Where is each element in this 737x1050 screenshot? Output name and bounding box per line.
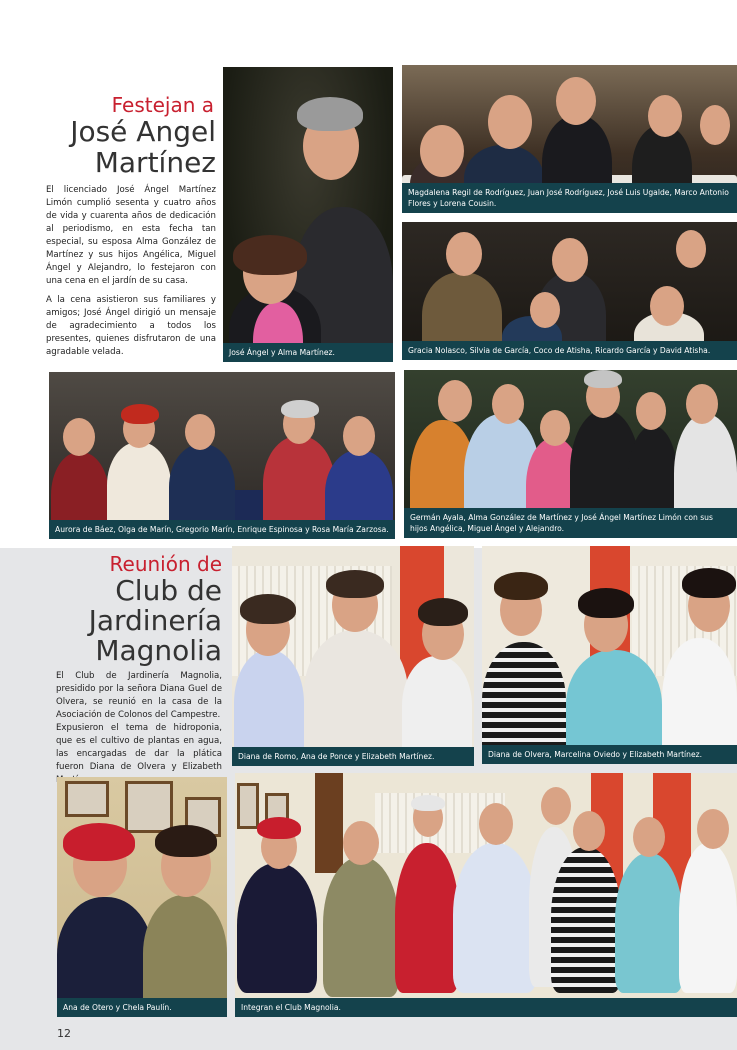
caption-garden-group: Gracia Nolasco, Silvia de García, Coco de Atisha, Ricardo García y David Atisha.	[402, 341, 737, 360]
article2-title-line3: Magnolia	[95, 634, 222, 667]
page-number: 12	[57, 1027, 71, 1040]
article1-body	[46, 184, 216, 365]
article1-kicker: Festejan a	[111, 93, 214, 117]
caption-trio-1: Diana de Romo, Ana de Ponce y Elizabeth Martínez.	[232, 747, 474, 766]
article1-paragraph-2: A la cena asistieron sus familiares y amigos; José Ángel dirigió un mensaje de agradecimiento a todos los presentes, quienes disfrutaron de una agradable velada.	[46, 295, 216, 357]
photo-trio-1	[232, 546, 474, 766]
caption-couple: José Ángel y Alma Martínez.	[223, 343, 393, 362]
article1-title-line1: José Angel	[70, 115, 216, 148]
photo-club	[235, 773, 737, 1017]
article2-title-line2: Jardinería	[88, 604, 222, 637]
article1-paragraph-1: El licenciado José Ángel Martínez Limón cumplió sesenta y cuatro años de vida y cuarenta años de dedicación al periodismo, en esta fecha tan especial, su esposa Alma González de Martínez y sus hijos Angélica, Miguel Ángel y Alejandro, lo festejaron con una cena en el jardín de su casa.	[46, 185, 216, 286]
photo-family	[404, 370, 737, 538]
photo-table-group	[402, 65, 737, 213]
caption-family: Germán Ayala, Alma González de Martínez y José Ángel Martínez Limón con sus hijos Angélica, Miguel Ángel y Alejandro.	[404, 508, 737, 538]
article1-title-line2: Martínez	[94, 146, 216, 179]
article2-body	[56, 670, 222, 793]
photo-duo	[57, 777, 227, 1017]
caption-trio-2: Diana de Olvera, Marcelina Oviedo y Elizabeth Martínez.	[482, 745, 737, 764]
article2-title-line1: Club de	[115, 574, 222, 607]
photo-garden-group	[402, 222, 737, 360]
article2-paragraph-2: Expusieron el tema de hidroponia, que es el cultivo de plantas en agua, las encargadas de dar la plática fueron Diana de Olvera y Elizabeth	[56, 723, 222, 772]
article2-paragraph-1: El Club de Jardinería Magnolia, presidido por la señora Diana Guel de Olvera, se reunió en la casa de la Asociación de Colonos del Campestre.	[56, 671, 222, 720]
photo-trio-2	[482, 546, 737, 764]
caption-duo: Ana de Otero y Chela Paulín.	[57, 998, 227, 1017]
caption-table-group: Magdalena Regil de Rodríguez, Juan José Rodríguez, José Luis Ugalde, Marco Antonio Flores y Lorena Cousin.	[402, 183, 737, 213]
caption-dinner-row: Aurora de Báez, Olga de Marín, Gregorio Marín, Enrique Espinosa y Rosa María Zarzosa.	[49, 520, 395, 539]
caption-club: Integran el Club Magnolia.	[235, 998, 737, 1017]
article2-kicker: Reunión de	[109, 552, 222, 576]
photo-couple	[223, 67, 393, 362]
photo-dinner-row	[49, 372, 395, 539]
